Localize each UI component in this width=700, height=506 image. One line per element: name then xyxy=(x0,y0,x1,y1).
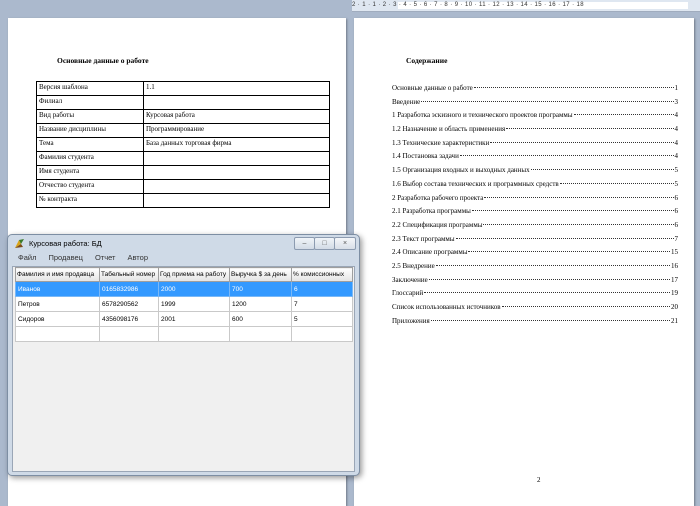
toc-entry[interactable] xyxy=(392,98,678,112)
toc-leader xyxy=(424,292,670,293)
info-value: Программирование xyxy=(144,124,330,138)
info-row xyxy=(37,110,330,124)
info-key: Отчество студента xyxy=(37,180,144,194)
toc-page-number: 6 xyxy=(674,207,678,216)
close-button[interactable]: × xyxy=(334,237,356,250)
toc-leader xyxy=(431,320,670,321)
table-cell[interactable]: 6 xyxy=(292,282,353,297)
toc-entry-text: 2.5 Внедрение xyxy=(392,261,435,270)
table-cell[interactable]: 2001 xyxy=(159,312,230,327)
minimize-button[interactable]: – xyxy=(294,237,315,250)
toc-entry-text: Введение xyxy=(392,97,421,106)
window-title: Курсовая работа: БД xyxy=(29,239,102,248)
table-of-contents xyxy=(392,84,678,330)
info-key: Филиал xyxy=(37,96,144,110)
toc-leader xyxy=(468,251,670,252)
toc-leader xyxy=(436,265,670,266)
data-grid[interactable] xyxy=(15,267,353,342)
toc-entry[interactable] xyxy=(392,180,678,194)
toc-title: Содержание xyxy=(406,56,448,65)
info-row xyxy=(37,96,330,110)
info-key: Имя студента xyxy=(37,166,144,180)
table-cell[interactable]: Сидоров xyxy=(16,312,100,327)
toc-entry[interactable] xyxy=(392,84,678,98)
toc-page-number: 4 xyxy=(674,125,678,134)
toc-entry[interactable] xyxy=(392,207,678,221)
info-value: 1.1 xyxy=(144,82,330,96)
toc-page-number: 17 xyxy=(671,275,678,284)
toc-page-number: 16 xyxy=(671,261,678,270)
toc-page-number: 4 xyxy=(674,152,678,161)
toc-entry[interactable] xyxy=(392,289,678,303)
table-cell[interactable]: 5 xyxy=(292,312,353,327)
toc-leader xyxy=(560,183,674,184)
toc-entry-text: Глоссарий xyxy=(392,289,424,298)
toc-entry[interactable] xyxy=(392,221,678,235)
toc-entry[interactable] xyxy=(392,276,678,290)
toc-page-number: 6 xyxy=(674,193,678,202)
toc-leader xyxy=(506,128,673,129)
toc-entry-text: 1.5 Организация входных и выходных данных xyxy=(392,166,530,175)
ruler-marks: 2 · 1 · 1 · 2 · 3 · 4 · 5 · 6 · 7 · 8 · 9 · 10 · 11 · 12 · 13 · 14 · 15 · 16 · 17 · 18 xyxy=(352,2,585,8)
table-cell[interactable]: 2000 xyxy=(159,282,230,297)
column-header[interactable]: Год приема на работу xyxy=(159,268,230,282)
document-page-2[interactable] xyxy=(354,18,694,506)
info-key: Вид работы xyxy=(37,110,144,124)
table-cell[interactable]: 700 xyxy=(230,282,292,297)
table-row[interactable] xyxy=(16,327,353,342)
table-cell[interactable]: 1999 xyxy=(159,297,230,312)
menu-item[interactable]: Продавец xyxy=(48,253,83,262)
toc-page-number: 3 xyxy=(674,97,678,106)
info-value xyxy=(144,96,330,110)
toc-entry-text: 1.4 Постановка задачи xyxy=(392,152,459,161)
menu-bar xyxy=(12,253,355,265)
horizontal-ruler[interactable] xyxy=(352,0,700,12)
table-cell[interactable]: Иванов xyxy=(16,282,100,297)
toc-leader xyxy=(490,142,673,143)
toc-leader xyxy=(531,169,674,170)
toc-page-number: 1 xyxy=(674,84,678,92)
toc-leader xyxy=(421,101,673,102)
toc-entry[interactable] xyxy=(392,194,678,208)
page-number: 2 xyxy=(537,476,541,484)
info-row xyxy=(37,180,330,194)
column-header[interactable]: % комиссионных xyxy=(292,268,353,282)
toc-entry[interactable] xyxy=(392,166,678,180)
menu-item[interactable]: Отчет xyxy=(94,253,116,262)
app-window[interactable] xyxy=(7,234,360,476)
toc-leader xyxy=(472,210,674,211)
app-icon xyxy=(14,238,25,249)
grid-container xyxy=(12,266,355,472)
toc-page-number: 5 xyxy=(674,179,678,188)
toc-entry-text: Список использованных источников xyxy=(392,303,501,311)
info-row xyxy=(37,82,330,96)
toc-entry-text: Основные данные о работе xyxy=(392,84,473,92)
table-cell[interactable] xyxy=(100,327,159,342)
toc-page-number: 7 xyxy=(674,234,678,243)
info-row xyxy=(37,152,330,166)
toc-entry[interactable] xyxy=(392,262,678,276)
toc-page-number: 19 xyxy=(671,289,678,298)
toc-entry[interactable] xyxy=(392,303,678,317)
toc-page-number: 5 xyxy=(674,166,678,175)
info-value xyxy=(144,166,330,180)
toc-leader xyxy=(483,224,673,225)
toc-page-number: 4 xyxy=(674,138,678,147)
column-header[interactable]: Табельный номер xyxy=(100,268,159,282)
info-row xyxy=(37,166,330,180)
toc-leader xyxy=(574,114,674,115)
table-cell[interactable]: 1200 xyxy=(230,297,292,312)
toc-entry-text: 1 Разработка эскизного и технического проектов программы xyxy=(392,111,573,120)
toc-entry[interactable] xyxy=(392,317,678,331)
column-header[interactable]: Выручка $ за день xyxy=(230,268,292,282)
toc-entry-text: Заключение xyxy=(392,275,428,284)
menu-item[interactable]: Автор xyxy=(127,253,148,262)
menu-item[interactable]: Файл xyxy=(18,253,37,262)
toc-entry-text: 2.4 Описание программы xyxy=(392,248,468,257)
toc-entry-text: Приложения xyxy=(392,316,430,325)
info-key: № контракта xyxy=(37,194,144,208)
toc-entry-text: 2.2 Спецификация программы xyxy=(392,220,483,229)
info-value xyxy=(144,152,330,166)
info-value xyxy=(144,180,330,194)
table-cell[interactable]: 600 xyxy=(230,312,292,327)
table-cell[interactable] xyxy=(230,327,292,342)
info-key: Название дисциплины xyxy=(37,124,144,138)
toc-page-number: 21 xyxy=(671,316,678,325)
table-cell[interactable] xyxy=(292,327,353,342)
column-header[interactable]: Фамилия и имя продавца xyxy=(16,268,100,282)
toc-entry-text: 1.2 Назначение и область применения xyxy=(392,125,506,134)
toc-entry-text: 2 Разработка рабочего проекта xyxy=(392,193,484,202)
toc-leader xyxy=(429,279,670,280)
toc-entry-text: 1.6 Выбор состава технических и программных средств xyxy=(392,179,559,188)
toc-entry-text: 2.3 Текст программы xyxy=(392,234,455,243)
table-cell[interactable]: Петров xyxy=(16,297,100,312)
table-cell[interactable]: 0165832986 xyxy=(100,282,159,297)
toc-page-number: 4 xyxy=(674,111,678,120)
maximize-button[interactable]: □ xyxy=(314,237,335,250)
toc-entry-text: 2.1 Разработка программы xyxy=(392,207,471,216)
toc-entry[interactable] xyxy=(392,235,678,249)
toc-leader xyxy=(456,238,674,239)
toc-page-number: 6 xyxy=(674,220,678,229)
table-cell[interactable] xyxy=(16,327,100,342)
toc-entry-text: 1.3 Технические характеристики xyxy=(392,138,490,147)
info-value: База данных торговая фирма xyxy=(144,138,330,152)
table-cell[interactable]: 6578290562 xyxy=(100,297,159,312)
info-table xyxy=(36,81,330,208)
toc-leader xyxy=(484,197,673,198)
toc-entry[interactable] xyxy=(392,248,678,262)
table-cell[interactable]: 4356098176 xyxy=(100,312,159,327)
info-key: Тема xyxy=(37,138,144,152)
info-key: Версия шаблона xyxy=(37,82,144,96)
page-title: Основные данные о работе xyxy=(57,56,149,65)
toc-page-number: 15 xyxy=(671,248,678,257)
info-value xyxy=(144,194,330,208)
toc-leader xyxy=(460,155,674,156)
table-cell[interactable] xyxy=(159,327,230,342)
toc-entry[interactable] xyxy=(392,152,678,166)
info-row xyxy=(37,124,330,138)
toc-entry[interactable] xyxy=(392,139,678,153)
table-cell[interactable]: 7 xyxy=(292,297,353,312)
info-key: Фамилия студента xyxy=(37,152,144,166)
toc-leader xyxy=(502,306,670,307)
toc-entry[interactable] xyxy=(392,125,678,139)
table-row[interactable] xyxy=(16,282,353,297)
toc-page-number: 20 xyxy=(671,303,678,311)
table-row[interactable] xyxy=(16,312,353,327)
info-row xyxy=(37,194,330,208)
info-value: Курсовая работа xyxy=(144,110,330,124)
table-row[interactable] xyxy=(16,297,353,312)
toc-leader xyxy=(474,87,674,88)
toc-entry[interactable] xyxy=(392,111,678,125)
info-row xyxy=(37,138,330,152)
title-bar[interactable] xyxy=(8,235,359,252)
